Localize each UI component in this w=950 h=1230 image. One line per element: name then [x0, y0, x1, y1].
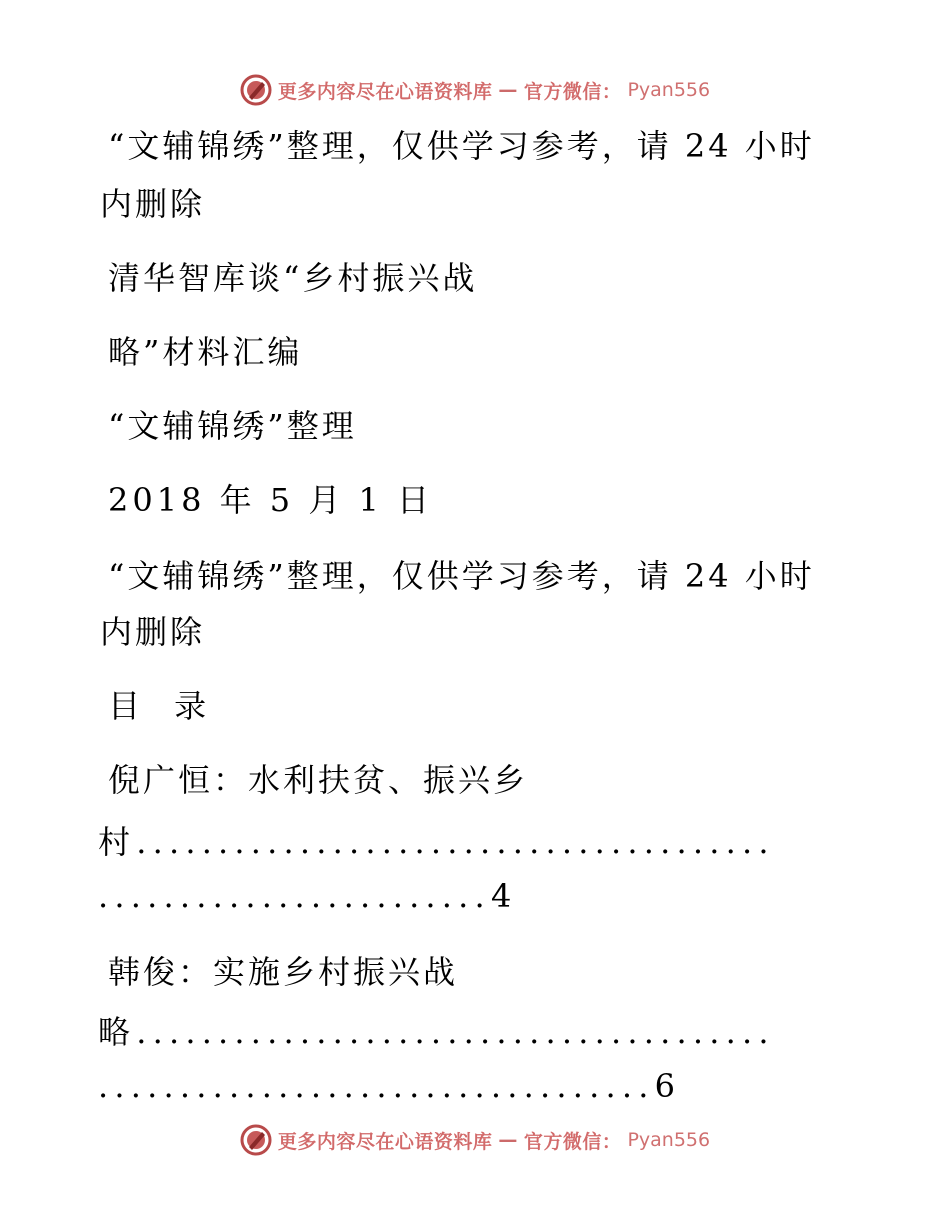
toc-entry-2-leader: [98, 1066, 681, 1106]
watermark-wechat-id: Pyan556: [627, 1129, 711, 1151]
toc-entry-2-page: 6: [654, 1067, 682, 1105]
toc-entry-2-title: 韩俊：实施乡村振兴战: [108, 953, 459, 991]
watermark-text: 更多内容尽在心语资料库: [277, 80, 493, 103]
compiler: “文辅锦绣”整理: [108, 407, 357, 445]
document-date: 2018 年 5 月 1 日: [108, 481, 434, 519]
notice2-line-1: “文辅锦绣”整理，仅供学习参考，请 24 小时: [108, 557, 815, 595]
toc-entry-2-title-continued: 略.......................................: [98, 1013, 775, 1051]
toc-entry-1-page: 4: [490, 877, 518, 915]
toc-entry-2-dots: ..................................: [98, 1067, 655, 1105]
brand-logo-icon: [240, 74, 272, 106]
toc-entry-1-title-continued: 村.......................................: [98, 823, 775, 861]
toc-entry-1-leader: [98, 876, 518, 916]
document-title-line-2: 略”材料汇编: [108, 333, 303, 371]
toc-heading: 目 录: [108, 687, 219, 725]
notice2-line-2: 内删除: [100, 613, 206, 651]
header-watermark: [0, 70, 950, 110]
toc-entry-1-dots: ........................: [98, 877, 491, 915]
brand-logo-icon: [240, 1124, 272, 1156]
document-title-line-1: 清华智库谈“乡村振兴战: [108, 259, 478, 297]
footer-watermark: [0, 1120, 950, 1160]
watermark-wechat-label: 官方微信：: [523, 1130, 622, 1153]
watermark-dash: —: [498, 79, 518, 101]
toc-entry-1-title: 倪广恒：水利扶贫、振兴乡: [108, 761, 529, 799]
watermark-text: 更多内容尽在心语资料库: [277, 1130, 493, 1153]
watermark-wechat-id: Pyan556: [627, 79, 711, 101]
watermark-wechat-label: 官方微信：: [523, 80, 622, 103]
watermark-dash: —: [498, 1129, 518, 1151]
notice-line-2: 内删除: [100, 185, 206, 223]
notice-line-1: “文辅锦绣”整理，仅供学习参考，请 24 小时: [108, 127, 815, 165]
